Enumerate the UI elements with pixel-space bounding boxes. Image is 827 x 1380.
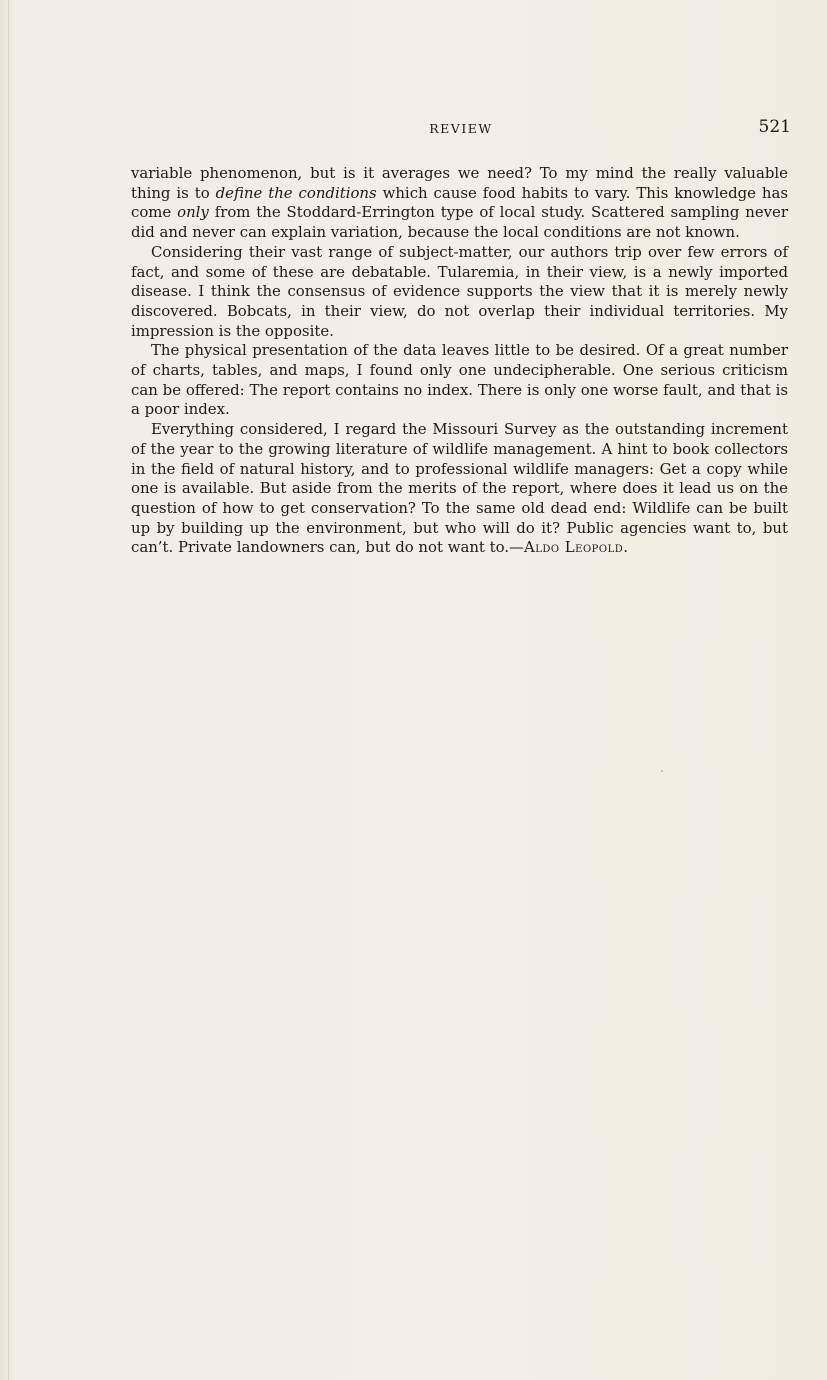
author-signature: Aldo Leopold. [523,538,629,557]
running-head: REVIEW [429,121,493,136]
body-text [131,164,788,558]
binding-edge [8,0,9,1380]
paragraph-3: The physical presentation of the data leaves little to be desired. Of a great number of charts, tables, and maps, I found only one undecipherable. One serious criticism can be offered: The report contains no index. There is only one worse fault, and that is a poor index. [131,341,788,419]
paragraph-1-emphasis-conditions: define the conditions [215,183,377,202]
paragraph-2: Considering their vast range of subject-matter, our authors trip over few errors of fact, and some of these are debatable. Tularemia, in their view, is a newly imported disease. I think the consensus of evidence supports the view that it is merely newly discovered. Bobcats, in their view, do not overlap their individual territories. My impression is the opposite. [131,242,788,340]
paragraph-4 [131,420,788,558]
paragraph-1-emphasis-only: only [177,203,209,222]
paragraph-1-text-c: which cause food habits to vary. This knowledge has come [131,183,789,222]
page-speck [661,770,663,772]
page-header [131,117,791,141]
paragraph-1-text-e: from the Stoddard-Errington type of local study. Scattered sampling never did and never can explain variation, because the local conditions are not known. [131,203,788,242]
paragraph-1 [131,164,788,243]
paragraph-4-text: Everything considered, I regard the Missouri Survey as the outstanding increment of the year to the growing literature of wildlife management. A hint to book collectors in the field of natural history, and to professional wildlife managers: Get a copy while one is available. But aside from the merits of the report, where does it lead us on the question of how to get conservation? To the same old dead end: Wildlife can be built up by building up the environment, but who will do it? Public agencies want to, but can’t. Private landowners can, but do not want to.— [131,420,788,557]
page-number: 521 [758,117,791,137]
paragraph-1-text-a: variable phenomenon, but is it averages we need? To my mind the really valuable thing is to [131,164,788,202]
